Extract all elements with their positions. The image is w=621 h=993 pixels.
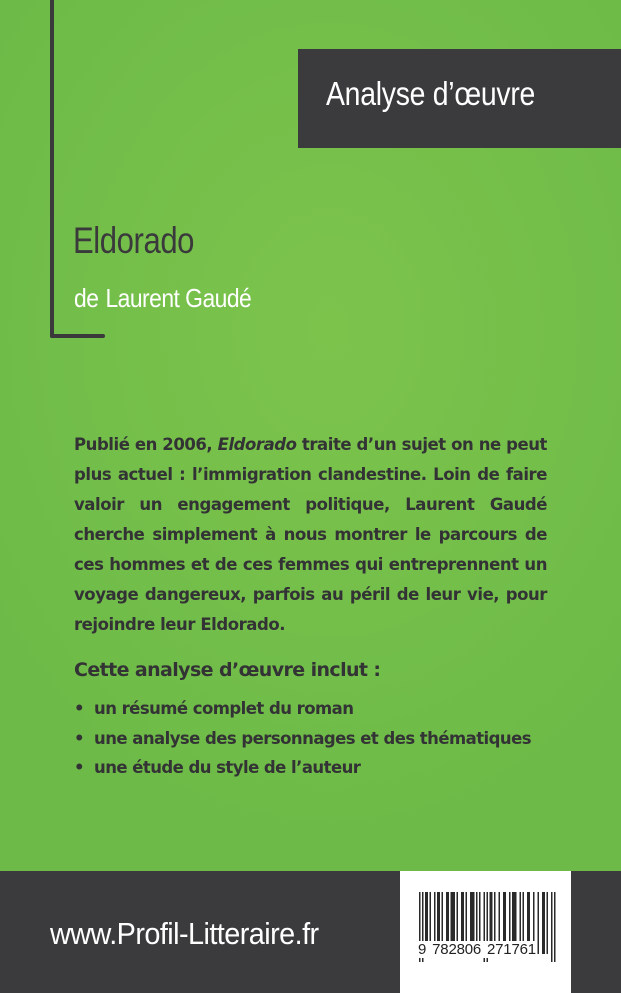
list-item — [74, 753, 531, 783]
summary-paragraph — [74, 430, 547, 640]
website-link[interactable]: www.Profil-Litteraire.fr — [50, 916, 319, 951]
barcode-panel — [400, 871, 571, 993]
isbn-first-digit: 9 — [418, 941, 427, 958]
bracket-horizontal-line — [50, 334, 105, 338]
list-item-text: une analyse des personnages et des thématiques — [94, 728, 532, 748]
summary-text-rest: traite d’un sujet on ne peut plus actuel : l’immigration clandestine. Loin de faire valoir un engagement politique, Laurent Gaudé cherche simplement à nous montrer le parcours de ces hommes et de ces femmes qui entreprennent un voyage dangereux, parfois au péril de leur vie, pour rejoindre leur Eldorado. — [74, 435, 547, 634]
includes-list — [74, 694, 531, 783]
isbn-digits — [417, 941, 537, 958]
book-title: Eldorado — [73, 220, 195, 261]
footer-band — [0, 871, 621, 993]
summary-italic-title: Eldorado — [217, 435, 297, 454]
includes-heading: Cette analyse d’œuvre inclut : — [74, 659, 381, 681]
series-label: Analyse d’œuvre — [326, 75, 536, 112]
list-item — [74, 724, 531, 754]
author-line — [74, 283, 251, 314]
list-item — [74, 694, 531, 724]
bullet-icon: • — [74, 699, 84, 718]
author-prefix: de — [74, 283, 99, 313]
list-item-text: une étude du style de l’auteur — [94, 758, 361, 777]
summary-text-start: Publié en 2006, — [74, 435, 218, 454]
isbn-left-group: 782806 — [432, 941, 482, 958]
isbn-right-group: 271761 — [487, 941, 536, 958]
bullet-icon: • — [74, 758, 84, 777]
author-name: Laurent Gaudé — [105, 283, 252, 313]
list-item-text: un résumé complet du roman — [94, 699, 354, 718]
bullet-icon: • — [74, 728, 84, 748]
bracket-vertical-line — [50, 0, 54, 338]
series-banner — [298, 49, 621, 148]
